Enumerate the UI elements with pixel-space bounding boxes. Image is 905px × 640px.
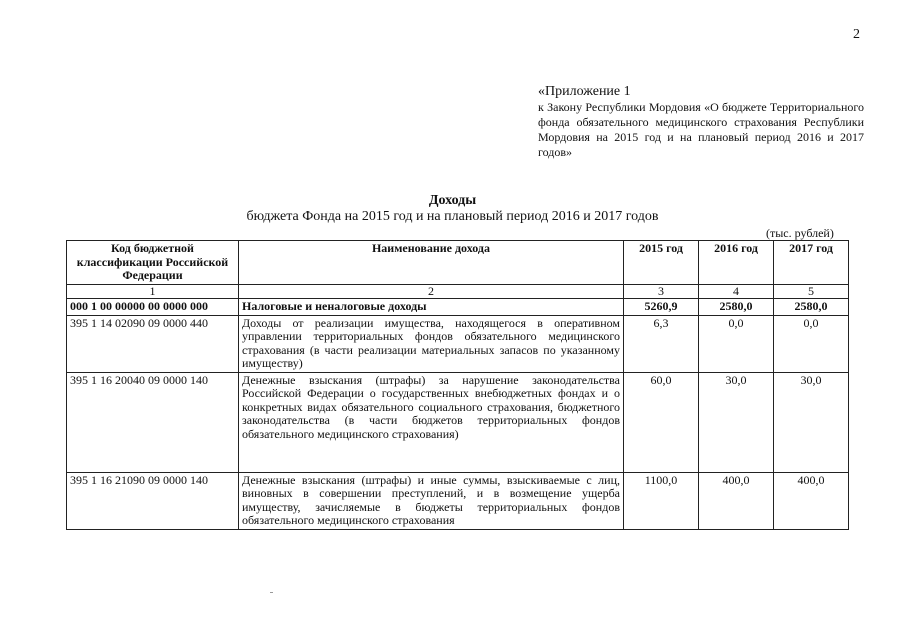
appendix-title: «Приложение 1 xyxy=(538,84,631,99)
column-number-row xyxy=(67,284,849,299)
table-row xyxy=(67,299,849,316)
row-value-2015: 6,3 xyxy=(624,315,699,372)
units-label: (тыс. рублей) xyxy=(766,226,834,240)
row-value-2015: 60,0 xyxy=(624,372,699,472)
column-number: 3 xyxy=(624,284,699,299)
document-title: Доходы xyxy=(428,193,477,208)
row-code: 000 1 00 00000 00 0000 000 xyxy=(67,299,239,316)
table-row xyxy=(67,315,849,372)
column-number: 1 xyxy=(67,284,239,299)
scan-speck xyxy=(270,592,273,593)
header-name: Наименование дохода xyxy=(239,241,624,285)
header-2017: 2017 год xyxy=(774,241,849,285)
row-code: 395 1 14 02090 09 0000 440 xyxy=(67,315,239,372)
row-code: 395 1 16 21090 09 0000 140 xyxy=(67,472,239,529)
table-row xyxy=(67,472,849,529)
document-subtitle: бюджета Фонда на 2015 год и на плановый период 2016 и 2017 годов xyxy=(246,209,659,224)
page-number: 2 xyxy=(853,27,860,42)
row-code: 395 1 16 20040 09 0000 140 xyxy=(67,372,239,472)
row-value-2017: 30,0 xyxy=(774,372,849,472)
appendix-body: к Закону Республики Мордовия «О бюджете Территориального фонда обязательного медицинского страхования Республики Мордовия на 2015 год и на плановый период 2016 и 2017 годов» xyxy=(538,100,864,159)
row-value-2015: 5260,9 xyxy=(624,299,699,316)
column-number: 5 xyxy=(774,284,849,299)
row-value-2017: 0,0 xyxy=(774,315,849,372)
income-table xyxy=(66,240,849,530)
row-value-2017: 400,0 xyxy=(774,472,849,529)
row-value-2015: 1100,0 xyxy=(624,472,699,529)
row-name: Денежные взыскания (штрафы) за нарушение законодательства Российской Федерации о государственных внебюджетных фондах и о конкретных видах обязательного социального страхования, бюджетного законодательства (в части бюджетов территориальных фондов обязательного медицинского страхования) xyxy=(239,372,624,472)
row-value-2016: 30,0 xyxy=(699,372,774,472)
column-number: 4 xyxy=(699,284,774,299)
appendix-block xyxy=(538,84,864,160)
row-name: Денежные взыскания (штрафы) и иные суммы, взыскиваемые с лиц, виновных в совершении преступлений, и в возмещение ущерба имуществу, зачисляемые в бюджеты территориальных фондов обязательного медицинского страхования xyxy=(239,472,624,529)
row-value-2016: 2580,0 xyxy=(699,299,774,316)
column-number: 2 xyxy=(239,284,624,299)
row-name: Налоговые и неналоговые доходы xyxy=(239,299,624,316)
table-header-row xyxy=(67,241,849,285)
row-name: Доходы от реализации имущества, находящегося в оперативном управлении территориальных фондов обязательного медицинского страхования (в части реализации материальных запасов по указанному имуществу) xyxy=(239,315,624,372)
header-code: Код бюджетной классификации Российской Федерации xyxy=(67,241,239,285)
header-2016: 2016 год xyxy=(699,241,774,285)
row-value-2016: 400,0 xyxy=(699,472,774,529)
table-row xyxy=(67,372,849,472)
row-value-2017: 2580,0 xyxy=(774,299,849,316)
row-value-2016: 0,0 xyxy=(699,315,774,372)
header-2015: 2015 год xyxy=(624,241,699,285)
